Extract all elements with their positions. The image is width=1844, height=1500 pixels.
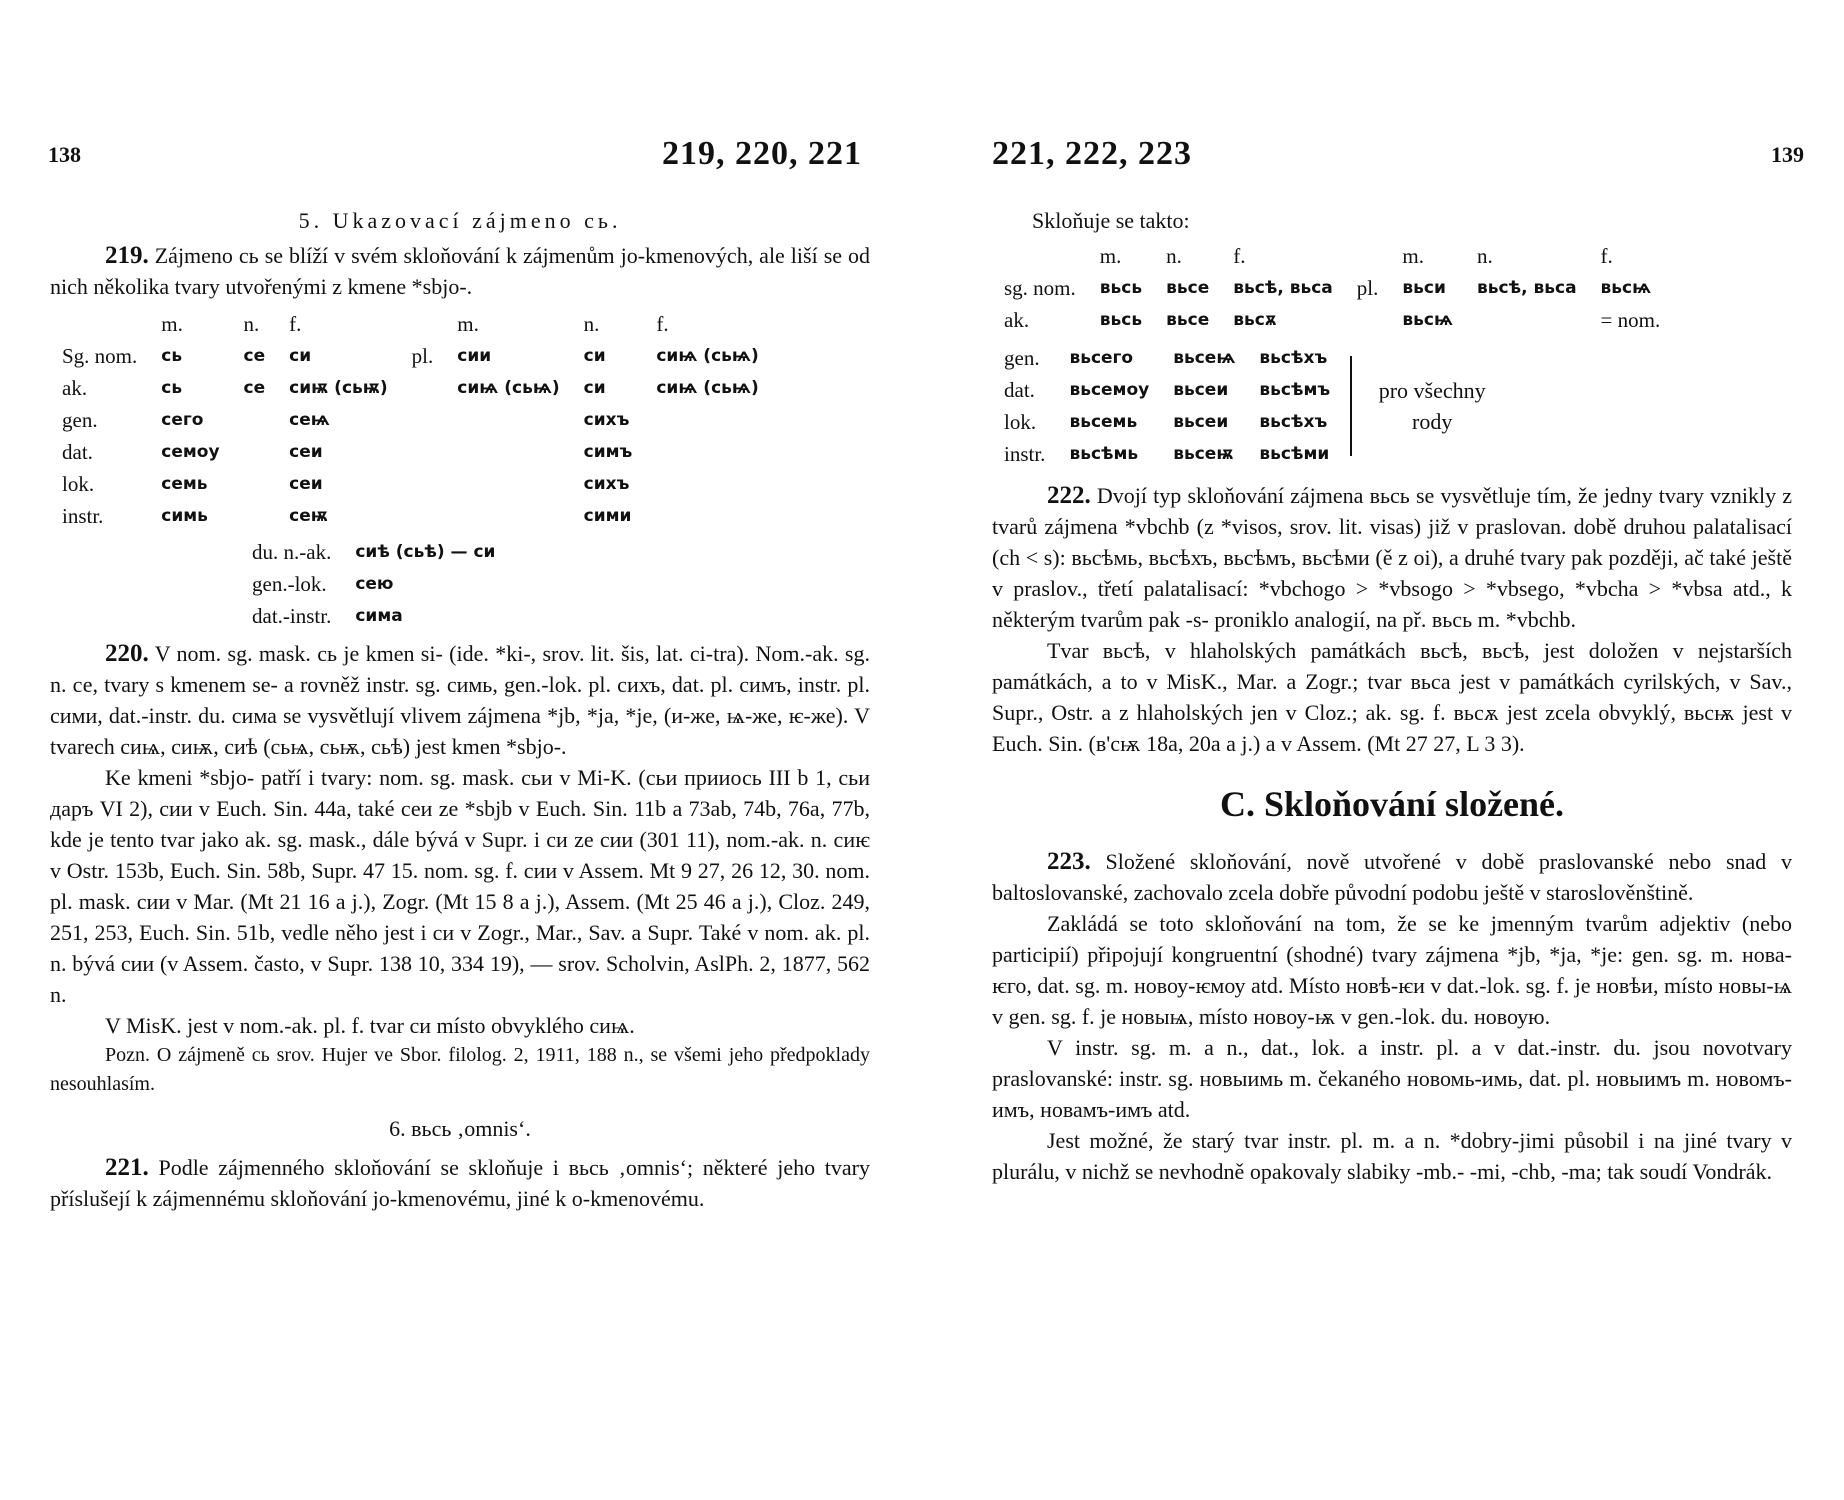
page-number: 138 — [48, 142, 81, 167]
table-cell: вьсеѩ — [1173, 348, 1236, 368]
table-cell: симъ — [583, 442, 633, 462]
table-cell — [400, 404, 446, 436]
table-row — [992, 272, 1672, 304]
table-cell: сеи — [289, 474, 323, 494]
table-cell: вьсеи — [1173, 412, 1229, 432]
table-cell: сиѣ (сьѣ) — си — [355, 542, 496, 562]
table-cell — [445, 500, 571, 532]
table-cell: вьсѣхъ — [1259, 348, 1328, 368]
table-cell: вьсѣмь — [1069, 444, 1139, 464]
paragraph-220b: Ke kmeni *sbjo- patří i tvary: nom. sg. mask. сьи v Mi-K. (сьи прииось III b 1, сьи даръ VI 2), сии v Euch. Sin. 44a, také сеи ze *sbjb v Euch. Sin. 11b a 73ab, 74b, 76a, 77b, kde je tento tvar jako ak. sg. mask., dále bývá v Supr. i си ze сии (301 11), nom.-ak. n. сиѥ v Ostr. 153b, Euch. Sin. 58b, Supr. 47 15. nom. sg. f. сии v Assem. Mt 9 27, 26 12, 30. nom. pl. mask. сии v Mar. (Mt 21 16 a j.), Zogr. (Mt 15 8 a j.), Assem. (Mt 25 46 a j.), Cloz. 249, 251, 253, Euch. Sin. 51b, vedle něho jest i си v Zogr., Mar., Sav. a Supr. Také v nom. ak. pl. n. bývá сии (v Assem. často, v Supr. 138 10, 334 19), — srov. Scholvin, AslPh. 2, 1877, 562 n. — [50, 765, 870, 1007]
brace — [1350, 356, 1352, 456]
page-number: 139 — [1771, 142, 1804, 167]
table-header-cell — [992, 240, 1088, 272]
table-cell: dat. — [62, 440, 93, 464]
table-cell: вьсѣмъ — [1259, 380, 1331, 400]
table-cell: sg. nom. — [1004, 276, 1076, 300]
declension-table-oblique — [992, 342, 1342, 470]
table-cell: семоу — [161, 442, 220, 462]
table-row — [992, 406, 1342, 438]
table-header-cell: m. — [1099, 244, 1122, 268]
table-cell — [644, 436, 770, 468]
table-header-cell: n. — [583, 312, 600, 336]
table-cell: lok. — [1004, 410, 1037, 434]
table-header-cell: f. — [1233, 244, 1246, 268]
table-row — [50, 340, 771, 372]
table-header-cell: m. — [161, 312, 183, 336]
note: Pozn. O zájmeně сь srov. Hujer ve Sbor. filolog. 2, 1911, 188 n., se všemi jeho předpoklady nesouhlasím. — [50, 1044, 870, 1095]
table-cell: симь — [161, 506, 208, 526]
table-cell: сеѭ — [289, 506, 328, 526]
table-cell: pl. — [411, 344, 434, 368]
table-row — [992, 438, 1342, 470]
table-header-cell — [400, 308, 446, 340]
table-cell — [400, 436, 446, 468]
table-cell: сихъ — [583, 474, 630, 494]
table-cell: сими — [583, 506, 632, 526]
table-cell: gen. — [1004, 346, 1040, 370]
section-title: 5. Ukazovací zájmeno сь. — [298, 208, 622, 233]
table-cell: вьсего — [1069, 348, 1134, 368]
table-cell: си — [583, 346, 606, 366]
paragraph-220c: V MisK. jest v nom.-ak. pl. f. tvar си místo obvyklého сиѩ. — [105, 1013, 635, 1038]
table-cell: вьсѫ — [1233, 310, 1277, 330]
paragraph-number: 223. — [1047, 848, 1091, 875]
paragraph-223b: Zakládá se toto skloňování na tom, že se ke jmenným tvarům adjektiv (nebo participií) připojují kongruentní (shodné) tvary zájmena *jb, *ja, *je: gen. sg. m. нова-ѥго, dat. sg. m. новоу-ѥмоу atd. Místo новѣ-ѥи v dat.-lok. sg. f. je новѣи, místo новы-ѩ v gen. sg. f. je новыѩ, místo новоу-ѭ v gen.-lok. du. новоую. — [992, 911, 1792, 1029]
table-row — [50, 372, 771, 404]
table-cell: вьсе — [1166, 310, 1210, 330]
table-header-cell: n. — [1477, 244, 1493, 268]
table-row — [240, 568, 507, 600]
table-cell: вьсѣ, вьса — [1477, 278, 1577, 298]
table-cell: сь — [161, 346, 183, 366]
table-row — [992, 342, 1342, 374]
table-cell: сь — [161, 378, 183, 398]
paragraph-221 — [50, 1152, 870, 1214]
table-cell: сего — [161, 410, 204, 430]
table-cell: вьсеѭ — [1173, 444, 1234, 464]
table-cell: сиѩ (сьѩ) — [656, 346, 759, 366]
table-cell — [644, 404, 770, 436]
table-cell: вьсеи — [1173, 380, 1229, 400]
table-header-cell: m. — [1402, 244, 1424, 268]
table-cell: вьсѣ, вьса — [1233, 278, 1333, 298]
table-cell — [1465, 304, 1589, 336]
table-cell: ak. — [62, 376, 88, 400]
table-cell: du. n.-ak. — [252, 540, 332, 564]
paragraph-text: V nom. sg. mask. сь je kmen si- (ide. *ki-, srov. lit. šis, lat. ci-tra). Nom.-ak. sg. n. се, tvary s kmenem se- a rovněž instr. sg. симь, gen.-lok. pl. сихъ, dat. pl. симъ, instr. pl. сими, dat.-instr. du. сима se vysvětlují vlivem zájmena *jb, *ja, *je, (и-же, ѩ-же, ѥ-же). V tvarech сиѩ, сиѭ, сиѣ (сьѩ, сьѭ, сьѣ) jest kmen *sbjo-. — [50, 641, 870, 759]
table-cell: вьси — [1402, 278, 1446, 298]
intro-text: Skloňuje se takto: — [1032, 208, 1190, 233]
table-cell: сеѩ — [289, 410, 330, 430]
table-row — [50, 468, 771, 500]
table-cell — [644, 468, 770, 500]
table-cell — [445, 436, 571, 468]
table-cell — [400, 500, 446, 532]
table-cell: Sg. nom. — [62, 344, 138, 368]
table-cell — [232, 468, 278, 500]
paragraph-222 — [992, 480, 1792, 635]
table-cell: вьсе — [1166, 278, 1210, 298]
table-row — [50, 436, 771, 468]
table-cell: lok. — [62, 472, 95, 496]
table-row — [992, 374, 1342, 406]
brace-label: pro všechny rody — [1378, 378, 1486, 434]
table-cell — [1345, 304, 1391, 336]
table-cell — [400, 372, 446, 404]
table-cell: сима — [355, 606, 403, 626]
table-cell: вьсѩ — [1402, 310, 1454, 330]
table-cell: gen. — [62, 408, 98, 432]
table-row — [992, 304, 1672, 336]
table-cell: = nom. — [1600, 308, 1661, 332]
table-header-row — [50, 308, 771, 340]
paragraph-text: Složené skloňování, nově utvořené v době praslovanské nebo snad v baltoslovanské, zachovalo zcela dobře původní podobu ještě v staroslověnštině. — [992, 849, 1793, 905]
table-header-cell: f. — [1600, 244, 1613, 268]
table-row — [50, 500, 771, 532]
table-cell: сии — [457, 346, 492, 366]
section-title: 6. вьсь ‚omnis‘. — [389, 1116, 531, 1141]
right-page — [922, 0, 1844, 1500]
table-cell: вьсь — [1099, 310, 1143, 330]
paragraph-number: 220. — [105, 640, 149, 667]
table-cell: вьсемь — [1069, 412, 1138, 432]
table-cell: вьсѩ — [1600, 278, 1652, 298]
paragraph-223d: Jest možné, že starý tvar instr. pl. m. a n. *dobry-jimi působil i na jiné tvary v plurálu, v nichž se nevhodně opakovaly slabiky -mb.- -mi, -chb, -ma; tak soudí Vondrák. — [992, 1128, 1792, 1184]
table-cell: dat.-instr. — [252, 604, 332, 628]
table-cell: pl. — [1356, 276, 1379, 300]
table-cell — [232, 500, 278, 532]
table-header-cell: n. — [1166, 244, 1182, 268]
paragraph-222b: Tvar вьсѣ, v hlaholských památkách вьсѣ, вьсѣ, jest doložen v nejstarších památkách, a to v MisK., Mar. a Zogr.; tvar вьса jest v památkách cyrilských, v Sav., Supr., Ostr. a z hlaholských jen v Cloz.; ak. sg. f. вьсѫ jest zcela obvyklý, вьсѭ jest v Euch. Sin. (в'сѭ 18a, 20a a j.) a v Assem. (Mt 27 27, L 3 3). — [992, 638, 1792, 756]
table-cell: gen.-lok. — [252, 572, 327, 596]
table-cell: сиѭ (сьѭ) — [289, 378, 388, 398]
table-row — [50, 404, 771, 436]
table-cell: вьсемоу — [1069, 380, 1150, 400]
table-header-cell: m. — [457, 312, 479, 336]
table-header-cell — [1345, 240, 1391, 272]
table-cell — [232, 436, 278, 468]
table-cell: вьсь — [1099, 278, 1143, 298]
table-cell: ak. — [1004, 308, 1030, 332]
paragraph-223c: V instr. sg. m. a n., dat., lok. a instr. pl. a v dat.-instr. du. jsou novotvary praslovanské: instr. sg. новыимь m. čekaného новомь-имь, dat. pl. новыимъ m. новомъ-имъ, новамъ-имъ atd. — [992, 1035, 1792, 1122]
paragraph-text: Podle zájmenného skloňování se skloňuje i вьсь ‚omnis‘; některé jeho tvary příslušejí k zájmennému skloňování jo-kmenovému, jiné k o-kmenovému. — [50, 1155, 870, 1211]
section-heading: C. Skloňování složené. — [1219, 784, 1565, 824]
declension-table — [992, 240, 1672, 336]
table-cell: си — [289, 346, 312, 366]
paragraph-text: Zájmeno сь se blíží v svém skloňování k zájmenům jo-kmenových, ale liší se od nich několika tvary utvořenými z kmene *sbjo-. — [50, 243, 871, 299]
paragraph-220 — [50, 638, 870, 762]
table-row — [240, 536, 507, 568]
table-cell: семь — [161, 474, 208, 494]
paragraph-number: 219. — [105, 242, 149, 269]
table-cell: сиѩ (сьѩ) — [457, 378, 560, 398]
paragraph-number: 222. — [1047, 482, 1091, 509]
running-header: 221, 222, 223 — [992, 135, 1192, 172]
paragraph-223 — [992, 846, 1792, 908]
table-header-cell: f. — [656, 312, 669, 336]
table-row — [240, 600, 507, 632]
table-cell: сихъ — [583, 410, 630, 430]
paragraph-219 — [50, 240, 870, 302]
table-cell: сиѩ (сьѩ) — [656, 378, 759, 398]
plural-block — [992, 342, 1792, 470]
dual-table — [240, 536, 507, 632]
table-cell: вьсѣхъ — [1259, 412, 1328, 432]
table-cell: се — [243, 346, 266, 366]
table-header-cell: n. — [243, 312, 260, 336]
table-cell — [400, 468, 446, 500]
table-header-cell: f. — [289, 312, 302, 336]
paragraph-text: Dvojí typ skloňování zájmena вьсь se vysvětluje tím, že jedny tvary vznikly z tvarů zájmena *vbchb (z *visos, srov. lit. visas) již v praslovan. době druhou palatalisací (ch < s): вьсѣмь, вьсѣхъ, вьсѣмъ, вьсѣми (ě z oi), a druhé tvary pak později, ač také ještě v praslov., třetí palatalisací: *vbchogo > *vbsogo > *vbsego, *vbcha > *vbsa atd., k některým tvarům pak -s- proniklo analogií, na př. вьсь m. *vbchb. — [992, 483, 1792, 632]
table-header-row — [992, 240, 1672, 272]
left-column — [50, 205, 870, 1214]
table-cell: си — [583, 378, 606, 398]
table-cell: се — [243, 378, 266, 398]
table-cell: instr. — [62, 504, 104, 528]
table-cell: сеи — [289, 442, 323, 462]
table-cell: вьсѣми — [1259, 444, 1330, 464]
paragraph-number: 221. — [105, 1154, 149, 1181]
declension-table — [50, 308, 771, 532]
table-cell — [644, 500, 770, 532]
table-cell: dat. — [1004, 378, 1035, 402]
table-cell: сею — [355, 574, 394, 594]
table-header-cell — [50, 308, 149, 340]
table-cell — [232, 404, 278, 436]
table-cell — [445, 404, 571, 436]
table-cell — [445, 468, 571, 500]
right-column — [992, 205, 1792, 1187]
running-header: 219, 220, 221 — [662, 135, 862, 172]
table-cell: instr. — [1004, 442, 1046, 466]
